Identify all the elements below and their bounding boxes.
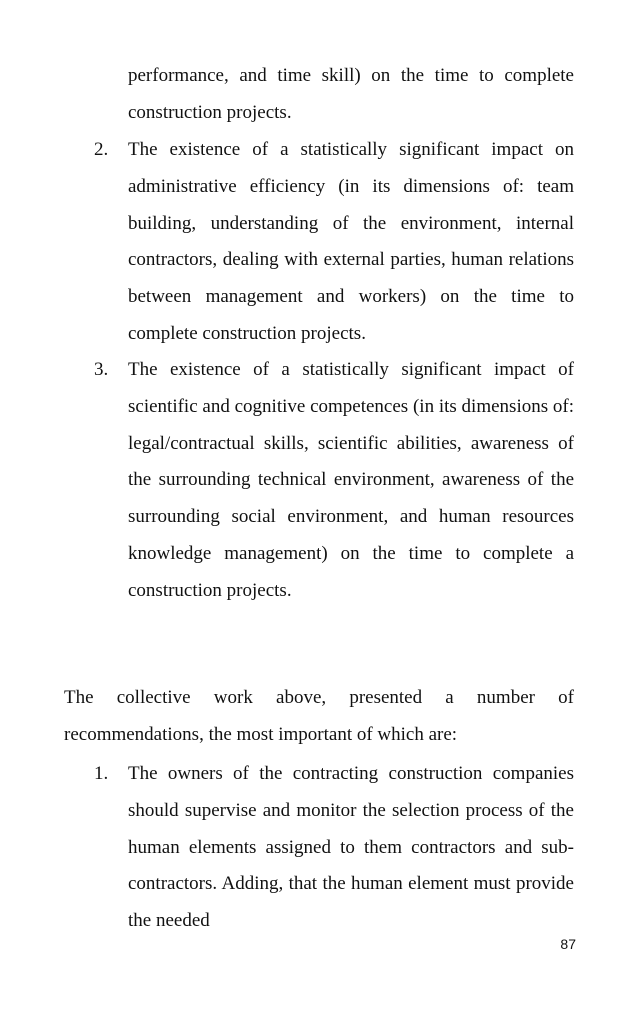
finding-text: The existence of a statistically significant impact on administrative efficiency (in its dimensions of: team building, understanding of the environment, internal contractors, dealing with external parties, human relations between management and workers) on the time to complete construction projects. [128,139,574,344]
page-number: 87 [560,936,576,952]
finding-number: 3. [94,359,109,380]
recommendation-item-1 [94,756,574,940]
finding-item-3 [94,352,574,610]
recommendation-text: The owners of the contracting construction companies should supervise and monitor the selection process of the human elements assigned to them contractors and sub-contractors. Adding, that the human element must provide the needed [128,763,574,932]
continuation-paragraph: performance, and time skill) on the time to complete construction projects. [128,65,574,123]
finding-item-2 [94,132,574,353]
finding-number: 2. [94,139,109,160]
recommendation-number: 1. [94,763,109,784]
finding-text: The existence of a statistically significant impact of scientific and cognitive competences (in its dimensions of: legal/contractual skills, scientific abilities, awareness of the surrounding technical environment, awareness of the surrounding social environment, and human resources knowledge management) on the time to complete a construction projects. [128,359,574,601]
recommendations-intro: The collective work above, presented a number of recommendations, the most important of which are: [64,687,574,745]
